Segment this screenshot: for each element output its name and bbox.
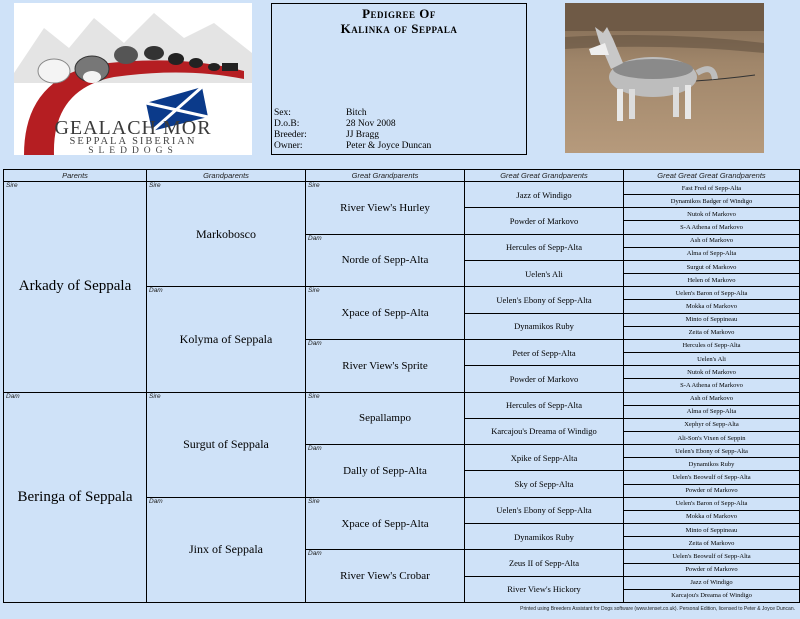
parent-cell bbox=[4, 181, 147, 392]
great-great-grandparent-name: Sky of Sepp-Alta bbox=[514, 479, 574, 490]
grandparent-cell bbox=[147, 392, 306, 497]
dog-name: Kalinka of Seppala bbox=[340, 21, 458, 36]
great-great-great-grandparent-cell bbox=[624, 497, 799, 510]
great-great-great-grandparent-cell bbox=[624, 378, 799, 391]
great-great-grandparent-name: Zeus II of Sepp-Alta bbox=[508, 558, 580, 569]
great-great-grandparent-name: Powder of Markovo bbox=[509, 215, 579, 226]
great-great-great-grandparent-name: Powder of Markovo bbox=[685, 487, 738, 495]
great-great-grandparent-name: Hercules of Sepp-Alta bbox=[505, 242, 582, 253]
great-great-grandparent-name: River View's Hickory bbox=[507, 584, 581, 595]
great-great-great-grandparent-cell bbox=[624, 392, 799, 405]
great-grandparent-name: Sepallampo bbox=[359, 412, 411, 425]
great-great-great-grandparent-cell bbox=[624, 563, 799, 576]
great-grandparent-cell bbox=[306, 339, 465, 392]
great-great-grandparent-name: Peter of Sepp-Alta bbox=[512, 347, 576, 358]
great-great-great-grandparent-cell bbox=[624, 431, 799, 444]
pedigree-title bbox=[272, 6, 526, 36]
great-great-great-grandparent-name: Minto of Seppineau bbox=[685, 526, 738, 534]
great-grandparent-name: Xpace of Sepp-Alta bbox=[341, 517, 429, 530]
column-header-great-great-great-grandparents: Great Great Great Grandparents bbox=[657, 171, 766, 180]
great-great-grandparent-cell bbox=[465, 497, 624, 523]
great-grandparent-name: Xpace of Sepp-Alta bbox=[341, 307, 429, 320]
great-great-grandparent-cell bbox=[465, 549, 624, 575]
great-great-grandparent-cell bbox=[465, 392, 624, 418]
great-great-great-grandparent-name: Uelen's Ali bbox=[697, 355, 726, 363]
great-grandparent-name: River View's Hurley bbox=[340, 201, 430, 214]
great-great-great-grandparent-name: Alma of Sepp-Alta bbox=[686, 408, 737, 416]
kennel-logo bbox=[14, 3, 252, 155]
dob-value: 28 Nov 2008 bbox=[346, 119, 396, 129]
great-great-great-grandparent-cell bbox=[624, 207, 799, 220]
great-great-great-grandparent-cell bbox=[624, 339, 799, 352]
sire-tag: Sire bbox=[6, 182, 18, 189]
great-great-great-grandparent-name: Nutok of Markovo bbox=[687, 210, 736, 218]
great-great-grandparent-name: Jazz of Windigo bbox=[516, 189, 572, 200]
great-great-great-grandparent-cell bbox=[624, 220, 799, 233]
sex-value: Bitch bbox=[346, 108, 367, 118]
great-great-great-grandparent-cell bbox=[624, 470, 799, 483]
great-great-grandparent-cell bbox=[465, 286, 624, 312]
great-great-great-grandparent-cell bbox=[624, 549, 799, 562]
logo-line-3: SLEDDOGS bbox=[88, 146, 178, 155]
dog-photo bbox=[565, 3, 764, 153]
great-great-great-grandparent-name: Surgut of Markovo bbox=[686, 263, 737, 271]
grandparent-name: Kolyma of Seppala bbox=[179, 331, 273, 346]
great-grandparent-cell bbox=[306, 234, 465, 287]
great-great-great-grandparent-cell bbox=[624, 234, 799, 247]
great-great-great-grandparent-name: Powder of Markovo bbox=[685, 566, 738, 574]
great-great-great-grandparent-name: Uelen's Baron of Sepp-Alta bbox=[675, 500, 748, 508]
great-great-great-grandparent-name: Uelen's Baron of Sepp-Alta bbox=[675, 289, 748, 297]
great-great-grandparent-name: Powder of Markovo bbox=[509, 373, 579, 384]
great-great-great-grandparent-cell bbox=[624, 299, 799, 312]
great-great-great-grandparent-cell bbox=[624, 457, 799, 470]
great-great-great-grandparent-name: Dynamikos Badger of Windigo bbox=[670, 197, 753, 205]
great-great-great-grandparent-name: Fast Fred of Sepp-Alta bbox=[681, 184, 742, 192]
sire-tag: Sire bbox=[308, 392, 320, 400]
great-great-great-grandparent-name: Jazz of Windigo bbox=[690, 579, 733, 587]
great-grandparent-cell bbox=[306, 444, 465, 497]
grandparent-cell bbox=[147, 181, 306, 286]
great-great-grandparent-cell bbox=[465, 207, 624, 233]
great-great-great-grandparent-name: Uelen's Ebony of Sepp-Alta bbox=[675, 447, 748, 455]
great-great-great-grandparent-cell bbox=[624, 576, 799, 589]
sire-tag: Sire bbox=[308, 287, 320, 295]
great-great-great-grandparent-name: S-A Athena of Markovo bbox=[680, 224, 743, 232]
great-great-grandparent-name: Dynamikos Ruby bbox=[514, 321, 574, 332]
great-great-great-grandparent-cell bbox=[624, 405, 799, 418]
column-header-great-great-grandparents: Great Great Grandparents bbox=[465, 170, 624, 181]
great-great-great-grandparent-name: S-A Athena of Markovo bbox=[680, 381, 743, 389]
great-great-grandparent-cell bbox=[465, 313, 624, 339]
great-great-grandparent-cell bbox=[465, 234, 624, 260]
great-great-great-grandparent-cell bbox=[624, 313, 799, 326]
great-great-great-grandparent-name: Helen of Markovo bbox=[687, 276, 736, 284]
great-great-grandparent-name: Karcajou's Dreama of Windigo bbox=[491, 426, 597, 437]
great-great-great-grandparent-cell bbox=[624, 523, 799, 536]
great-grandparent-cell bbox=[306, 497, 465, 550]
great-great-great-grandparent-name: Nutok of Markovo bbox=[687, 368, 736, 376]
owner-label: Owner: bbox=[274, 141, 303, 151]
pedigree-table bbox=[3, 169, 800, 603]
title-line-1: Pedigree Of bbox=[362, 6, 436, 21]
great-great-great-grandparent-cell bbox=[624, 194, 799, 207]
print-footer: Printed using Breeders Assistant for Dogs software (www.tenset.co.uk). Personal Edition, licensed to Peter & Joyce Duncan. bbox=[520, 606, 795, 612]
great-grandparent-name: River View's Sprite bbox=[342, 359, 428, 372]
sire-tag: Sire bbox=[308, 497, 320, 505]
logo-line-1: GEALACH MOR bbox=[54, 117, 212, 139]
great-great-grandparent-cell bbox=[465, 418, 624, 444]
grandparent-name: Markobosco bbox=[196, 226, 256, 241]
great-great-great-grandparent-name: Karcajou's Dreama of Windigo bbox=[671, 592, 752, 600]
grandparent-cell bbox=[147, 286, 306, 391]
great-great-great-grandparent-name: Hercules of Sepp-Alta bbox=[682, 342, 741, 350]
great-great-great-grandparent-cell bbox=[624, 589, 799, 602]
great-great-great-grandparent-cell bbox=[624, 181, 799, 194]
sire-tag: Sire bbox=[308, 182, 320, 189]
dam-tag: Dam bbox=[308, 445, 322, 453]
great-great-grandparent-cell bbox=[465, 181, 624, 207]
great-great-grandparent-name: Uelen's Ebony of Sepp-Alta bbox=[496, 294, 592, 305]
great-great-great-grandparent-name: Uelen's Beowulf of Sepp-Alta bbox=[672, 552, 751, 560]
great-great-great-grandparent-cell bbox=[624, 352, 799, 365]
sire-tag: Sire bbox=[149, 392, 161, 400]
great-great-great-grandparent-cell bbox=[624, 536, 799, 549]
great-great-grandparent-cell bbox=[465, 576, 624, 602]
great-great-great-grandparent-name: Alma of Sepp-Alta bbox=[686, 250, 737, 258]
grandparent-name: Jinx of Seppala bbox=[189, 542, 263, 557]
great-grandparent-cell bbox=[306, 549, 465, 602]
breeder-label: Breeder: bbox=[274, 130, 307, 140]
great-great-grandparent-cell bbox=[465, 444, 624, 470]
great-great-grandparent-name: Xpike of Sepp-Alta bbox=[510, 452, 578, 463]
great-great-great-grandparent-name: Mokka of Markovo bbox=[686, 513, 737, 521]
great-great-grandparent-cell bbox=[465, 260, 624, 286]
dog-info-box bbox=[271, 3, 527, 155]
great-grandparent-name: Dally of Sepp-Alta bbox=[343, 464, 427, 477]
great-great-great-grandparent-name: Minto of Seppineau bbox=[685, 316, 738, 324]
dam-tag: Dam bbox=[308, 339, 322, 347]
great-great-grandparent-cell bbox=[465, 470, 624, 496]
column-header-great-grandparents: Great Grandparents bbox=[306, 170, 465, 181]
grandparent-cell bbox=[147, 497, 306, 602]
great-great-great-grandparent-cell bbox=[624, 286, 799, 299]
great-great-great-grandparent-cell bbox=[624, 444, 799, 457]
great-great-great-grandparent-name: Mokka of Markovo bbox=[686, 302, 737, 310]
parent-name: Beringa of Seppala bbox=[17, 488, 133, 505]
great-grandparent-name: River View's Crobar bbox=[340, 570, 430, 583]
dam-tag: Dam bbox=[149, 497, 163, 505]
dam-tag: Dam bbox=[308, 234, 322, 242]
dam-tag: Dam bbox=[308, 550, 322, 558]
great-great-great-grandparent-cell bbox=[624, 418, 799, 431]
dam-tag: Dam bbox=[149, 287, 163, 295]
great-great-great-grandparent-name: Dynamikos Ruby bbox=[688, 460, 735, 468]
great-great-great-grandparent-name: Zeita of Markovo bbox=[688, 539, 735, 547]
great-great-grandparent-cell bbox=[465, 339, 624, 365]
great-great-great-grandparent-cell bbox=[624, 510, 799, 523]
great-grandparent-name: Norde of Sepp-Alta bbox=[341, 254, 429, 267]
column-header-grandparents: Grandparents bbox=[147, 170, 306, 181]
parent-cell bbox=[4, 392, 147, 603]
great-great-great-grandparent-name: Ash of Markovo bbox=[690, 237, 733, 245]
column-header-parents: Parents bbox=[4, 170, 147, 181]
great-great-great-grandparent-cell bbox=[624, 260, 799, 273]
dog-photo-image bbox=[565, 3, 764, 153]
sex-label: Sex: bbox=[274, 108, 291, 118]
great-great-great-grandparent-cell bbox=[624, 365, 799, 378]
great-great-great-grandparent-name: Ali-Son's Vixen of Seppin bbox=[677, 434, 746, 442]
great-great-great-grandparent-cell bbox=[624, 326, 799, 339]
parent-name: Arkady of Seppala bbox=[18, 278, 132, 295]
great-great-grandparent-name: Dynamikos Ruby bbox=[514, 531, 574, 542]
great-great-grandparent-name: Uelen's Ebony of Sepp-Alta bbox=[496, 505, 592, 516]
great-great-great-grandparent-name: Uelen's Beowulf of Sepp-Alta bbox=[672, 474, 751, 482]
great-great-great-grandparent-name: Xephyr of Sepp-Alta bbox=[684, 421, 739, 429]
great-grandparent-cell bbox=[306, 181, 465, 234]
great-great-great-grandparent-name: Zeita of Markovo bbox=[688, 329, 735, 337]
grandparent-name: Surgut of Seppala bbox=[183, 437, 269, 452]
great-great-great-grandparent-cell bbox=[624, 247, 799, 260]
great-grandparent-cell bbox=[306, 392, 465, 445]
dam-tag: Dam bbox=[6, 392, 20, 400]
great-great-grandparent-name: Uelen's Ali bbox=[525, 268, 563, 279]
sire-tag: Sire bbox=[149, 182, 161, 189]
breeder-value: JJ Bragg bbox=[346, 130, 379, 140]
great-great-grandparent-cell bbox=[465, 523, 624, 549]
great-grandparent-cell bbox=[306, 286, 465, 339]
great-great-grandparent-name: Hercules of Sepp-Alta bbox=[505, 400, 582, 411]
great-great-great-grandparent-cell bbox=[624, 273, 799, 286]
great-great-great-grandparent-cell bbox=[624, 484, 799, 497]
great-great-grandparent-cell bbox=[465, 365, 624, 391]
logo-line-2: SEPPALA SIBERIAN bbox=[69, 136, 197, 147]
owner-value: Peter & Joyce Duncan bbox=[346, 141, 432, 151]
dob-label: D.o.B: bbox=[274, 119, 300, 129]
great-great-great-grandparent-name: Ash of Markovo bbox=[690, 395, 733, 403]
